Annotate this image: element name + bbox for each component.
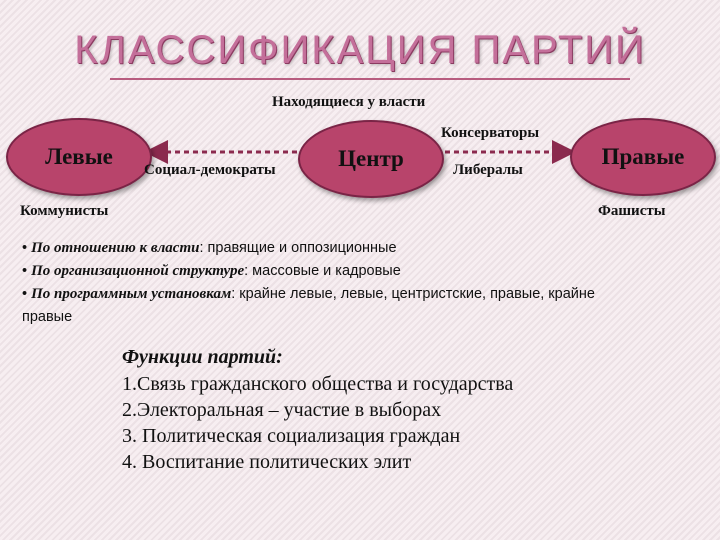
classification-item: • По организационной структуре: массовые и кадровые bbox=[22, 263, 401, 279]
in-power-label: Находящиеся у власти bbox=[272, 94, 426, 110]
right-node: Правые bbox=[570, 118, 716, 196]
fascists-label: Фашисты bbox=[598, 203, 666, 219]
classification-list bbox=[22, 237, 642, 329]
function-item: 3. Политическая социализация граждан bbox=[122, 425, 461, 447]
classification-item: • По отношению к власти: правящие и оппозиционные bbox=[22, 240, 397, 256]
function-item: 1.Связь гражданского общества и государства bbox=[122, 373, 514, 395]
functions-block bbox=[122, 344, 513, 475]
social-democrats-label: Социал-демократы bbox=[144, 162, 276, 178]
conservatives-label: Консерваторы bbox=[441, 125, 540, 141]
function-item: 4. Воспитание политических элит bbox=[122, 451, 412, 473]
functions-title: Функции партий: bbox=[122, 346, 283, 368]
communists-label: Коммунисты bbox=[20, 203, 109, 219]
function-item: 2.Электоральная – участие в выборах bbox=[122, 399, 442, 421]
liberals-label: Либералы bbox=[453, 162, 523, 178]
classification-item: • По программным установкам: крайне левые, левые, центристские, правые, крайне правые bbox=[22, 286, 595, 325]
left-node: Левые bbox=[6, 118, 152, 196]
center-node: Центр bbox=[298, 120, 444, 198]
slide-title: КЛАССИФИКАЦИЯ ПАРТИЙ bbox=[74, 28, 646, 72]
